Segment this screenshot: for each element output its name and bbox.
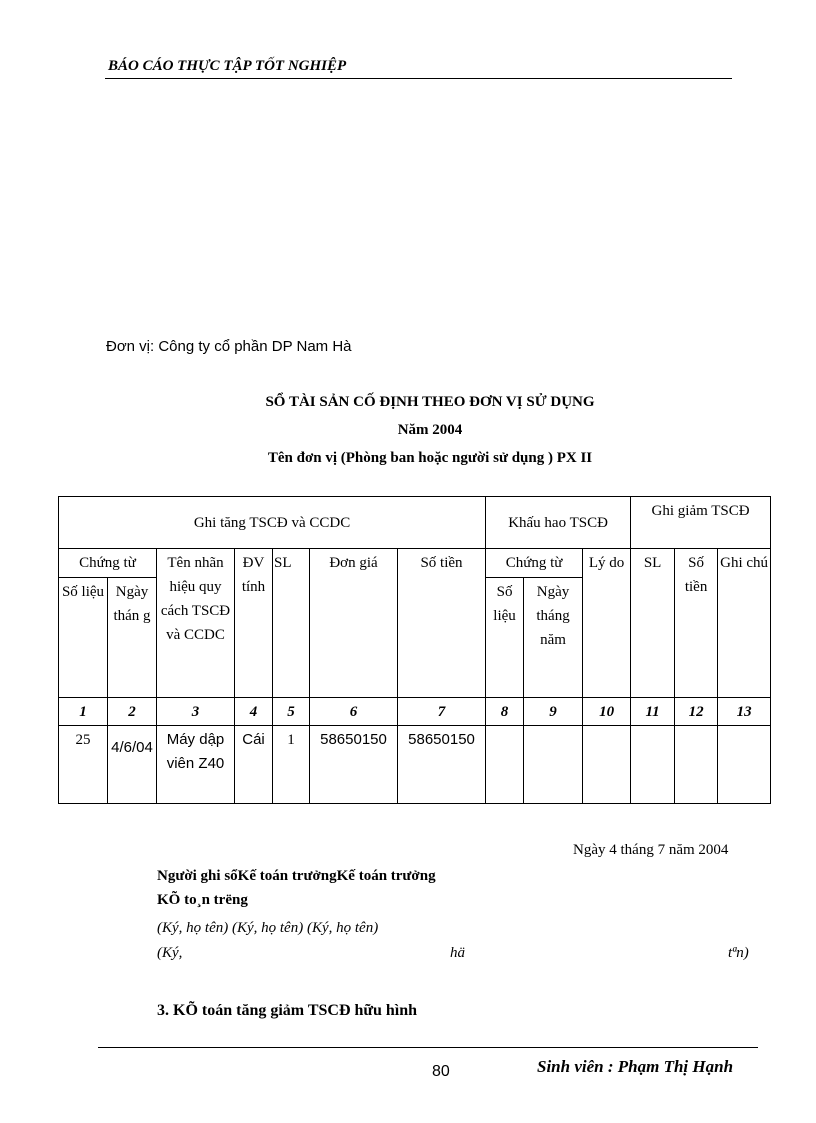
table-group-header-row [59,497,771,549]
column-number: 8 [486,698,524,726]
signature-instruction-part: tªn) [728,945,749,961]
footer-divider [98,1047,758,1048]
column-number: 13 [718,698,771,726]
voucher-date-header: Ngày thán g [108,578,157,698]
group-depreciation-header: Khấu hao TSCĐ [486,497,631,549]
depr-voucher-number-header: Số liệu [486,578,524,698]
column-number: 12 [675,698,718,726]
cell-empty [583,726,631,804]
cell-quantity: 1 [273,726,310,804]
column-number: 4 [235,698,273,726]
signature-roles: Người ghi sổKế toán trưởngKế toán trưởng [157,868,436,884]
student-name: Sinh viên : Phạm Thị Hạnh [537,1057,734,1076]
signature-instructions: (Ký, họ tên) (Ký, họ tên) (Ký, họ tên) [157,920,379,936]
column-number: 7 [398,698,486,726]
cell-empty [718,726,771,804]
depr-voucher-header: Chứng từ [486,549,583,578]
page-number: 80 [432,1063,450,1080]
group-increase-header: Ghi tăng TSCĐ và CCDC [59,497,486,549]
cell-empty [524,726,583,804]
depr-voucher-date-header: Ngày tháng năm [524,578,583,698]
column-number-row [59,698,771,726]
amount-header: Số tiền [398,549,486,698]
cell-voucher-date: 4/6/04 [108,726,157,804]
report-header-title: BÁO CÁO THỰC TẬP TỐT NGHIỆP [108,58,347,74]
note-header: Ghi chú [718,549,771,698]
signature-role-extra: KÕ to¸n trëng [157,892,248,908]
decrease-amount-header: Số tiền [675,549,718,698]
ledger-title: SỔ TÀI SẢN CỐ ĐỊNH THEO ĐƠN VỊ SỬ DỤNG [265,394,595,410]
column-number: 1 [59,698,108,726]
cell-amount: 58650150 [398,726,486,804]
column-number: 3 [157,698,235,726]
header-divider [105,78,732,79]
signature-instruction-part: (Ký, [157,945,183,961]
ledger-year: Năm 2004 [397,422,463,438]
unit-header: ĐV tính [235,549,273,698]
decrease-quantity-header: SL [631,549,675,698]
column-number: 5 [273,698,310,726]
asset-name-header: Tên nhãn hiệu quy cách TSCĐ và CCDC [157,549,235,698]
ledger-department: Tên đơn vị (Phòng ban hoặc người sử dụng ) PX II [267,450,593,466]
unit-line: Đơn vị: Công ty cổ phần DP Nam Hà [106,338,352,355]
voucher-header: Chứng từ [59,549,157,578]
column-number: 9 [524,698,583,726]
unit-price-header: Đơn giá [310,549,398,698]
cell-asset-name: Máy dập viên Z40 [157,726,235,804]
cell-empty [631,726,675,804]
quantity-header: SL [273,549,310,698]
column-number: 2 [108,698,157,726]
cell-unit: Cái [235,726,273,804]
cell-unit-price: 58650150 [310,726,398,804]
table-column-header-row [59,549,771,578]
table-row [59,726,771,804]
group-decrease-header: Ghi giảm TSCĐ [631,497,771,549]
column-number: 10 [583,698,631,726]
reason-header: Lý do [583,549,631,698]
voucher-number-header: Số liệu [59,578,108,698]
cell-empty [675,726,718,804]
cell-voucher-number: 25 [59,726,108,804]
signature-instruction-part: hä [450,945,465,961]
date-line: Ngày 4 tháng 7 năm 2004 [573,842,729,858]
asset-ledger-table [58,496,771,804]
column-number: 6 [310,698,398,726]
section-heading: 3. KÕ toán tăng giảm TSCĐ hữu hình [157,1002,418,1019]
column-number: 11 [631,698,675,726]
cell-empty [486,726,524,804]
